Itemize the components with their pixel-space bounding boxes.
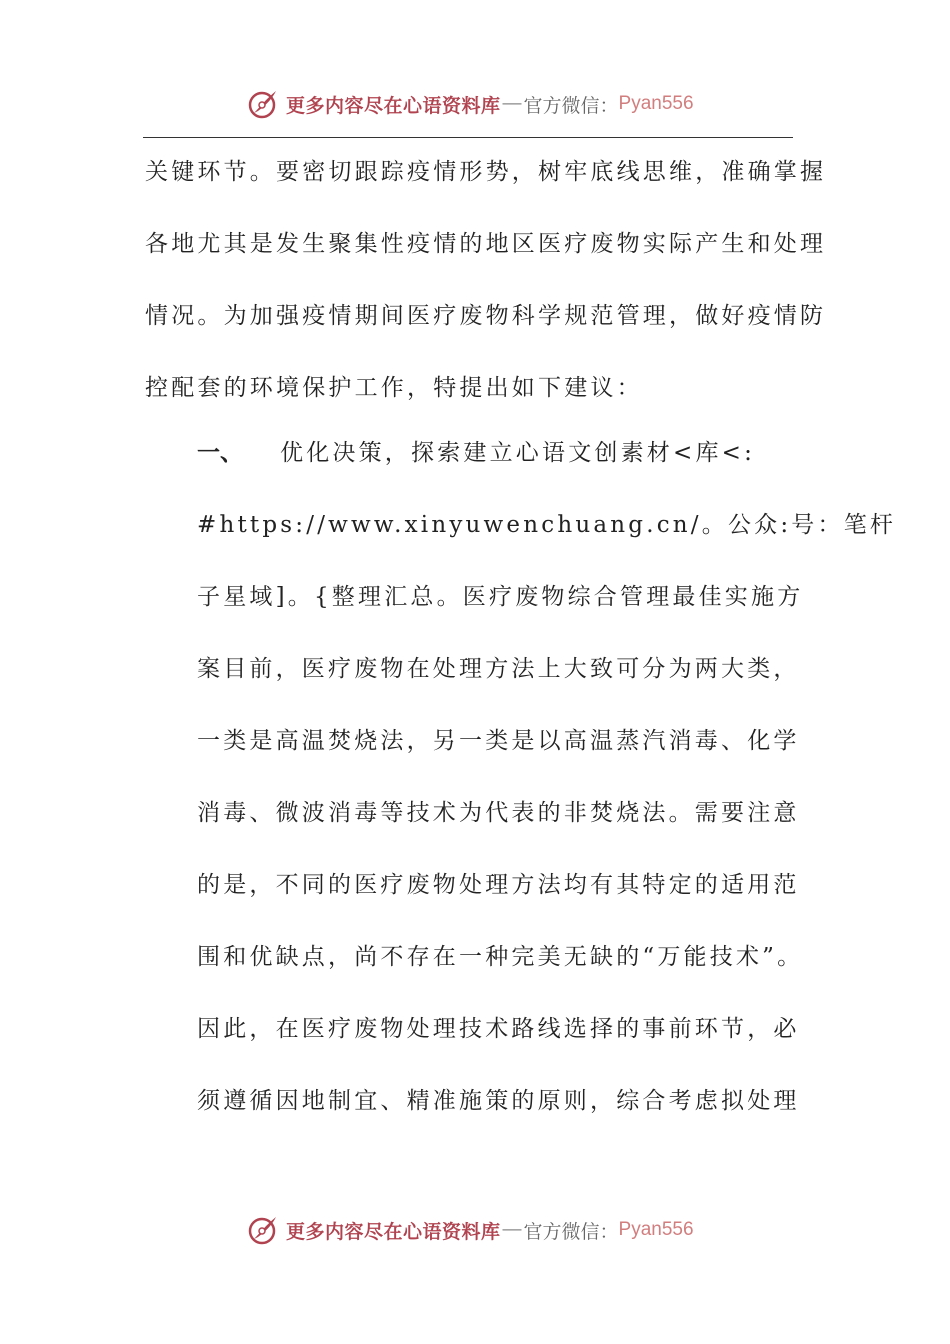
header-dash: — bbox=[502, 93, 522, 114]
header-main-text: 更多内容尽在心语资料库 bbox=[286, 94, 501, 117]
body-line-3: 情况。为加强疫情期间医疗废物科学规范管理，做好疫情防 bbox=[145, 303, 827, 329]
indented-line-6: 的是，不同的医疗废物处理方法均有其特定的适用范 bbox=[197, 872, 800, 898]
footer-wechat-label: 官方微信： bbox=[523, 1220, 619, 1243]
indented-line-4: 一类是高温焚烧法，另一类是以高温蒸汽消毒、化学 bbox=[197, 728, 800, 754]
indented-line-5: 消毒、微波消毒等技术为代表的非焚烧法。需要注意 bbox=[197, 800, 800, 826]
indented-line-3: 案目前，医疗废物在处理方法上大致可分为两大类， bbox=[197, 656, 800, 682]
footer-banner bbox=[0, 1210, 950, 1250]
header-wechat-id: Pyan556 bbox=[618, 93, 694, 114]
indented-line-8: 因此，在医疗废物处理技术路线选择的事前环节，必 bbox=[197, 1016, 800, 1042]
body-line-4: 控配套的环境保护工作，特提出如下建议： bbox=[145, 375, 643, 401]
section-heading-text: 优化决策，探索建立心语文创素材<库<: bbox=[280, 440, 756, 466]
footer-dash: — bbox=[502, 1219, 522, 1240]
quill-logo-icon bbox=[246, 1213, 280, 1247]
header-rule bbox=[143, 137, 793, 138]
indented-line-1: #https://www.xinyuwenchuang.cn/。公众:号：笔杆 bbox=[197, 512, 897, 538]
body-line-2: 各地尤其是发生聚集性疫情的地区医疗废物实际产生和处理 bbox=[145, 231, 827, 257]
quill-logo-icon bbox=[246, 87, 280, 121]
indented-line-7: 围和优缺点，尚不存在一种完美无缺的“万能技术”。 bbox=[197, 944, 804, 970]
footer-main-text: 更多内容尽在心语资料库 bbox=[286, 1220, 501, 1243]
indented-line-9: 须遵循因地制宜、精准施策的原则，综合考虑拟处理 bbox=[197, 1088, 800, 1114]
footer-wechat-id: Pyan556 bbox=[618, 1219, 694, 1240]
body-line-1: 关键环节。要密切跟踪疫情形势，树牢底线思维，准确掌握 bbox=[145, 159, 827, 185]
indented-line-2: 子星域]。{整理汇总。医疗废物综合管理最佳实施方 bbox=[197, 584, 804, 610]
header-banner bbox=[0, 84, 950, 124]
header-wechat-label: 官方微信： bbox=[523, 94, 619, 117]
section-heading-number: 一、 bbox=[197, 439, 243, 466]
